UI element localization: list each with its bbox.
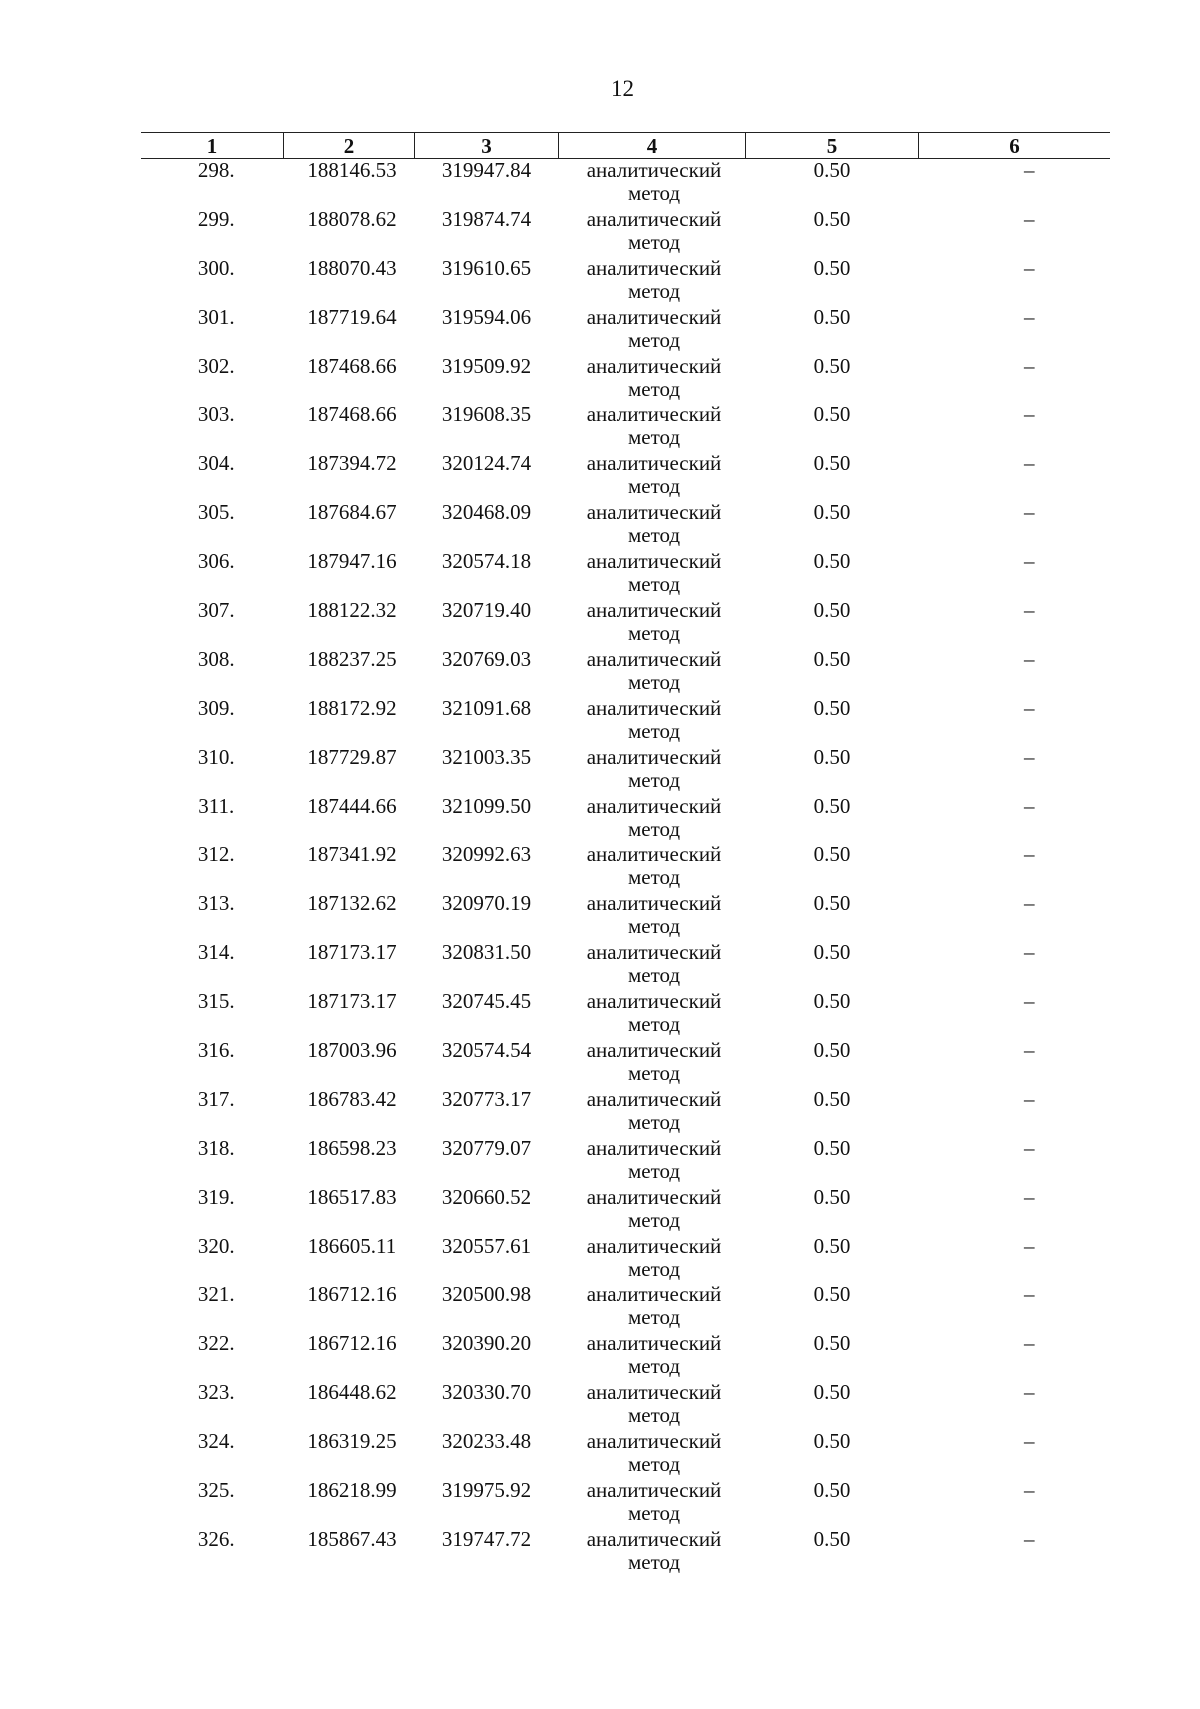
boundary-description: – bbox=[1024, 1135, 1035, 1160]
method-line-2: метод bbox=[627, 278, 681, 303]
coordinate-y: 320773.17 bbox=[441, 1086, 532, 1111]
table-row bbox=[141, 1528, 1110, 1577]
accuracy-value: 0.50 bbox=[813, 646, 851, 671]
method-line-1: аналитический bbox=[586, 1233, 722, 1258]
accuracy-value: 0.50 bbox=[813, 1282, 851, 1307]
determination-method bbox=[559, 990, 746, 1039]
point-number: 301. bbox=[197, 304, 235, 329]
method-line-1: аналитический bbox=[586, 1086, 722, 1111]
coordinate-y: 319509.92 bbox=[441, 353, 532, 378]
column-header-4: 4 bbox=[559, 133, 746, 159]
determination-method bbox=[559, 1283, 746, 1332]
accuracy-value: 0.50 bbox=[813, 842, 851, 867]
accuracy-value: 0.50 bbox=[813, 989, 851, 1014]
page-number: 12 bbox=[611, 76, 634, 101]
table-row bbox=[141, 843, 1110, 892]
column-header-6: 6 bbox=[919, 133, 1111, 159]
determination-method bbox=[559, 550, 746, 599]
method-line-1: аналитический bbox=[586, 1184, 722, 1209]
point-number: 310. bbox=[197, 744, 235, 769]
table-row bbox=[141, 208, 1110, 257]
coordinate-y: 320992.63 bbox=[441, 842, 532, 867]
coordinate-x: 186517.83 bbox=[307, 1184, 397, 1209]
point-number: 305. bbox=[197, 500, 235, 525]
coordinate-x: 187444.66 bbox=[307, 793, 397, 818]
boundary-description: – bbox=[1024, 451, 1035, 476]
coordinate-x: 187729.87 bbox=[307, 744, 397, 769]
table-row bbox=[141, 501, 1110, 550]
boundary-description: – bbox=[1024, 1282, 1035, 1307]
determination-method bbox=[559, 648, 746, 697]
accuracy-value: 0.50 bbox=[813, 891, 851, 916]
coordinate-y: 320574.54 bbox=[441, 1038, 532, 1063]
coordinate-y: 319975.92 bbox=[441, 1478, 532, 1503]
boundary-description: – bbox=[1024, 402, 1035, 427]
method-line-1: аналитический bbox=[586, 940, 722, 965]
boundary-description: – bbox=[1024, 353, 1035, 378]
coordinate-x: 187468.66 bbox=[307, 353, 397, 378]
determination-method bbox=[559, 257, 746, 306]
coordinate-x: 187132.62 bbox=[307, 891, 397, 916]
boundary-description: – bbox=[1024, 1184, 1035, 1209]
point-number: 306. bbox=[197, 549, 235, 574]
coordinate-x: 187468.66 bbox=[307, 402, 397, 427]
table-row bbox=[141, 648, 1110, 697]
point-number: 323. bbox=[197, 1380, 235, 1405]
coordinate-y: 320330.70 bbox=[441, 1380, 532, 1405]
table-header bbox=[141, 133, 1110, 159]
table-row bbox=[141, 550, 1110, 599]
method-line-1: аналитический bbox=[586, 891, 722, 916]
coordinate-y: 320390.20 bbox=[441, 1331, 532, 1356]
boundary-description: – bbox=[1024, 940, 1035, 965]
boundary-description: – bbox=[1024, 304, 1035, 329]
determination-method bbox=[559, 1332, 746, 1381]
method-line-2: метод bbox=[627, 963, 681, 988]
point-number: 303. bbox=[197, 402, 235, 427]
coordinate-y: 319594.06 bbox=[441, 304, 532, 329]
determination-method bbox=[559, 403, 746, 452]
boundary-description: – bbox=[1024, 1086, 1035, 1111]
coordinate-y: 320719.40 bbox=[441, 598, 532, 623]
method-line-1: аналитический bbox=[586, 402, 722, 427]
boundary-description: – bbox=[1024, 695, 1035, 720]
coordinate-x: 186605.11 bbox=[307, 1233, 397, 1258]
column-header-3: 3 bbox=[415, 133, 559, 159]
coordinate-y: 320769.03 bbox=[441, 646, 532, 671]
table-row bbox=[141, 1235, 1110, 1284]
table-row bbox=[141, 306, 1110, 355]
accuracy-value: 0.50 bbox=[813, 158, 851, 182]
method-line-1: аналитический bbox=[586, 1331, 722, 1356]
determination-method bbox=[559, 159, 746, 208]
coordinate-y: 321091.68 bbox=[441, 695, 532, 720]
method-line-2: метод bbox=[627, 1452, 681, 1477]
coordinate-y: 319947.84 bbox=[441, 158, 532, 182]
coordinate-x: 188146.53 bbox=[307, 158, 397, 182]
determination-method bbox=[559, 941, 746, 990]
determination-method bbox=[559, 795, 746, 844]
boundary-description: – bbox=[1024, 1429, 1035, 1454]
method-line-2: метод bbox=[627, 1403, 681, 1428]
table-row bbox=[141, 1381, 1110, 1430]
boundary-description: – bbox=[1024, 255, 1035, 280]
point-number: 300. bbox=[197, 255, 235, 280]
accuracy-value: 0.50 bbox=[813, 1233, 851, 1258]
accuracy-value: 0.50 bbox=[813, 304, 851, 329]
coordinate-y: 319610.65 bbox=[441, 255, 532, 280]
table-row bbox=[141, 452, 1110, 501]
method-line-2: метод bbox=[627, 914, 681, 939]
point-number: 307. bbox=[197, 598, 235, 623]
method-line-1: аналитический bbox=[586, 158, 722, 182]
boundary-description: – bbox=[1024, 744, 1035, 769]
coordinate-y: 320468.09 bbox=[441, 500, 532, 525]
coordinate-x: 186319.25 bbox=[307, 1429, 397, 1454]
accuracy-value: 0.50 bbox=[813, 695, 851, 720]
accuracy-value: 0.50 bbox=[813, 500, 851, 525]
coordinate-x: 186448.62 bbox=[307, 1380, 397, 1405]
table-row bbox=[141, 1332, 1110, 1381]
coordinate-y: 320233.48 bbox=[441, 1429, 532, 1454]
accuracy-value: 0.50 bbox=[813, 255, 851, 280]
table-row bbox=[141, 990, 1110, 1039]
point-number: 316. bbox=[197, 1038, 235, 1063]
accuracy-value: 0.50 bbox=[813, 1429, 851, 1454]
coordinate-x: 187173.17 bbox=[307, 989, 397, 1014]
method-line-1: аналитический bbox=[586, 304, 722, 329]
accuracy-value: 0.50 bbox=[813, 206, 851, 231]
table-row bbox=[141, 1088, 1110, 1137]
table-row bbox=[141, 1283, 1110, 1332]
method-line-1: аналитический bbox=[586, 1282, 722, 1307]
coordinate-y: 320574.18 bbox=[441, 549, 532, 574]
determination-method bbox=[559, 1381, 746, 1430]
column-header-5: 5 bbox=[746, 133, 919, 159]
method-line-1: аналитический bbox=[586, 549, 722, 574]
determination-method bbox=[559, 892, 746, 941]
method-line-2: метод bbox=[627, 865, 681, 890]
column-header-2: 2 bbox=[284, 133, 415, 159]
boundary-description: – bbox=[1024, 206, 1035, 231]
coordinate-y: 319608.35 bbox=[441, 402, 532, 427]
method-line-1: аналитический bbox=[586, 1478, 722, 1503]
determination-method bbox=[559, 1137, 746, 1186]
table-row bbox=[141, 1137, 1110, 1186]
method-line-2: метод bbox=[627, 425, 681, 450]
accuracy-value: 0.50 bbox=[813, 1331, 851, 1356]
determination-method bbox=[559, 1528, 746, 1577]
accuracy-value: 0.50 bbox=[813, 402, 851, 427]
method-line-1: аналитический bbox=[586, 500, 722, 525]
table-body bbox=[141, 159, 1110, 1577]
method-line-1: аналитический bbox=[586, 989, 722, 1014]
accuracy-value: 0.50 bbox=[813, 549, 851, 574]
coordinate-x: 188122.32 bbox=[307, 598, 397, 623]
boundary-description: – bbox=[1024, 793, 1035, 818]
coordinate-x: 186712.16 bbox=[307, 1282, 397, 1307]
accuracy-value: 0.50 bbox=[813, 1135, 851, 1160]
method-line-1: аналитический bbox=[586, 1526, 722, 1551]
boundary-description: – bbox=[1024, 842, 1035, 867]
determination-method bbox=[559, 697, 746, 746]
coordinate-x: 187719.64 bbox=[307, 304, 397, 329]
point-number: 298. bbox=[197, 158, 235, 182]
method-line-2: метод bbox=[627, 376, 681, 401]
point-number: 313. bbox=[197, 891, 235, 916]
coordinate-x: 186218.99 bbox=[307, 1478, 397, 1503]
point-number: 308. bbox=[197, 646, 235, 671]
point-number: 314. bbox=[197, 940, 235, 965]
method-line-2: метод bbox=[627, 1207, 681, 1232]
method-line-1: аналитический bbox=[586, 793, 722, 818]
header-row bbox=[141, 133, 1110, 159]
boundary-description: – bbox=[1024, 1526, 1035, 1551]
coordinate-y: 320557.61 bbox=[441, 1233, 532, 1258]
accuracy-value: 0.50 bbox=[813, 1184, 851, 1209]
table-row bbox=[141, 795, 1110, 844]
determination-method bbox=[559, 306, 746, 355]
table-row bbox=[141, 892, 1110, 941]
determination-method bbox=[559, 355, 746, 404]
boundary-description: – bbox=[1024, 500, 1035, 525]
table-row bbox=[141, 599, 1110, 648]
column-header-1: 1 bbox=[141, 133, 284, 159]
coordinate-x: 188078.62 bbox=[307, 206, 397, 231]
determination-method bbox=[559, 501, 746, 550]
boundary-description: – bbox=[1024, 1331, 1035, 1356]
method-line-1: аналитический bbox=[586, 353, 722, 378]
coordinate-x: 187173.17 bbox=[307, 940, 397, 965]
determination-method bbox=[559, 746, 746, 795]
coordinate-x: 186598.23 bbox=[307, 1135, 397, 1160]
point-number: 322. bbox=[197, 1331, 235, 1356]
determination-method bbox=[559, 843, 746, 892]
method-line-1: аналитический bbox=[586, 206, 722, 231]
point-number: 318. bbox=[197, 1135, 235, 1160]
accuracy-value: 0.50 bbox=[813, 1380, 851, 1405]
coordinate-y: 320745.45 bbox=[441, 989, 532, 1014]
accuracy-value: 0.50 bbox=[813, 1526, 851, 1551]
method-line-2: метод bbox=[627, 621, 681, 646]
accuracy-value: 0.50 bbox=[813, 451, 851, 476]
table-row bbox=[141, 697, 1110, 746]
point-number: 302. bbox=[197, 353, 235, 378]
coordinate-y: 321099.50 bbox=[441, 793, 532, 818]
boundary-description: – bbox=[1024, 891, 1035, 916]
coordinate-x: 187341.92 bbox=[307, 842, 397, 867]
table-row bbox=[141, 257, 1110, 306]
accuracy-value: 0.50 bbox=[813, 1038, 851, 1063]
point-number: 324. bbox=[197, 1429, 235, 1454]
method-line-1: аналитический bbox=[586, 744, 722, 769]
boundary-description: – bbox=[1024, 646, 1035, 671]
determination-method bbox=[559, 452, 746, 501]
method-line-2: метод bbox=[627, 767, 681, 792]
method-line-2: метод bbox=[627, 229, 681, 254]
determination-method bbox=[559, 1235, 746, 1284]
boundary-description: – bbox=[1024, 989, 1035, 1014]
point-number: 315. bbox=[197, 989, 235, 1014]
coordinate-x: 188172.92 bbox=[307, 695, 397, 720]
method-line-1: аналитический bbox=[586, 646, 722, 671]
point-number: 319. bbox=[197, 1184, 235, 1209]
method-line-2: метод bbox=[627, 1109, 681, 1134]
point-number: 304. bbox=[197, 451, 235, 476]
point-number: 311. bbox=[198, 793, 235, 818]
boundary-description: – bbox=[1024, 1233, 1035, 1258]
coordinate-y: 319747.72 bbox=[441, 1526, 532, 1551]
point-number: 320. bbox=[197, 1233, 235, 1258]
coordinate-y: 320970.19 bbox=[441, 891, 532, 916]
determination-method bbox=[559, 208, 746, 257]
coordinate-x: 185867.43 bbox=[307, 1526, 397, 1551]
accuracy-value: 0.50 bbox=[813, 940, 851, 965]
point-number: 299. bbox=[197, 206, 235, 231]
coordinate-x: 188070.43 bbox=[307, 255, 397, 280]
method-line-2: метод bbox=[627, 1012, 681, 1037]
coordinate-y: 320500.98 bbox=[441, 1282, 532, 1307]
boundary-description: – bbox=[1024, 1380, 1035, 1405]
accuracy-value: 0.50 bbox=[813, 598, 851, 623]
method-line-2: метод bbox=[627, 523, 681, 548]
method-line-2: метод bbox=[627, 816, 681, 841]
method-line-1: аналитический bbox=[586, 255, 722, 280]
determination-method bbox=[559, 1186, 746, 1235]
method-line-2: метод bbox=[627, 327, 681, 352]
method-line-1: аналитический bbox=[586, 842, 722, 867]
point-number: 325. bbox=[197, 1478, 235, 1503]
method-line-2: метод bbox=[627, 1061, 681, 1086]
method-line-2: метод bbox=[627, 1158, 681, 1183]
determination-method bbox=[559, 1430, 746, 1479]
method-line-2: метод bbox=[627, 1501, 681, 1526]
method-line-1: аналитический bbox=[586, 1429, 722, 1454]
point-number: 309. bbox=[197, 695, 235, 720]
table-row bbox=[141, 1039, 1110, 1088]
coordinate-x: 186712.16 bbox=[307, 1331, 397, 1356]
method-line-2: метод bbox=[627, 572, 681, 597]
coordinate-y: 319874.74 bbox=[441, 206, 532, 231]
accuracy-value: 0.50 bbox=[813, 1086, 851, 1111]
coordinate-x: 187003.96 bbox=[307, 1038, 397, 1063]
boundary-description: – bbox=[1024, 1478, 1035, 1503]
boundary-description: – bbox=[1024, 158, 1035, 182]
coordinate-y: 320779.07 bbox=[441, 1135, 532, 1160]
table-row bbox=[141, 159, 1110, 208]
method-line-2: метод bbox=[627, 474, 681, 499]
accuracy-value: 0.50 bbox=[813, 793, 851, 818]
method-line-1: аналитический bbox=[586, 1380, 722, 1405]
determination-method bbox=[559, 1088, 746, 1137]
method-line-2: метод bbox=[627, 1549, 681, 1574]
method-line-2: метод bbox=[627, 718, 681, 743]
coordinate-y: 320124.74 bbox=[441, 451, 532, 476]
coordinate-x: 187947.16 bbox=[307, 549, 397, 574]
table-row bbox=[141, 403, 1110, 452]
table-row bbox=[141, 941, 1110, 990]
method-line-1: аналитический bbox=[586, 1135, 722, 1160]
table-row bbox=[141, 1186, 1110, 1235]
table-row bbox=[141, 1430, 1110, 1479]
coordinate-y: 320831.50 bbox=[441, 940, 532, 965]
method-line-2: метод bbox=[627, 1354, 681, 1379]
method-line-2: метод bbox=[627, 669, 681, 694]
method-line-1: аналитический bbox=[586, 1038, 722, 1063]
point-number: 326. bbox=[197, 1526, 235, 1551]
point-number: 317. bbox=[197, 1086, 235, 1111]
method-line-2: метод bbox=[627, 1305, 681, 1330]
boundary-description: – bbox=[1024, 549, 1035, 574]
method-line-1: аналитический bbox=[586, 695, 722, 720]
coordinate-x: 186783.42 bbox=[307, 1086, 397, 1111]
boundary-description: – bbox=[1024, 1038, 1035, 1063]
coordinate-y: 321003.35 bbox=[441, 744, 532, 769]
accuracy-value: 0.50 bbox=[813, 1478, 851, 1503]
table-row bbox=[141, 746, 1110, 795]
table-row bbox=[141, 355, 1110, 404]
method-line-1: аналитический bbox=[586, 451, 722, 476]
accuracy-value: 0.50 bbox=[813, 744, 851, 769]
determination-method bbox=[559, 1039, 746, 1088]
coordinate-x: 187394.72 bbox=[307, 451, 397, 476]
method-line-1: аналитический bbox=[586, 598, 722, 623]
coordinates-table bbox=[141, 132, 1110, 1577]
coordinate-x: 188237.25 bbox=[307, 646, 397, 671]
coordinate-x: 187684.67 bbox=[307, 500, 397, 525]
coordinate-y: 320660.52 bbox=[441, 1184, 532, 1209]
boundary-description: – bbox=[1024, 598, 1035, 623]
accuracy-value: 0.50 bbox=[813, 353, 851, 378]
method-line-2: метод bbox=[627, 181, 681, 205]
point-number: 321. bbox=[197, 1282, 235, 1307]
determination-method bbox=[559, 1479, 746, 1528]
table-row bbox=[141, 1479, 1110, 1528]
determination-method bbox=[559, 599, 746, 648]
method-line-2: метод bbox=[627, 1256, 681, 1281]
point-number: 312. bbox=[197, 842, 235, 867]
